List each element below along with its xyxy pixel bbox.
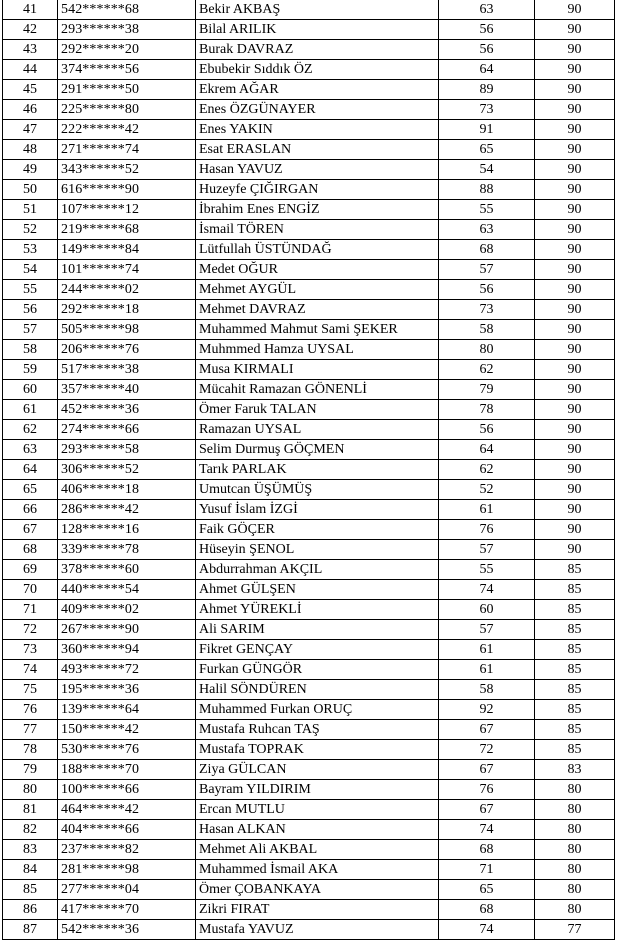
table-row <box>3 640 615 660</box>
score-cell: 62 <box>439 360 535 380</box>
score-cell: 77 <box>535 920 615 940</box>
score-cell: 62 <box>439 460 535 480</box>
table-row <box>3 420 615 440</box>
score-cell: 90 <box>535 360 615 380</box>
masked-id-cell: 409******02 <box>58 600 196 620</box>
score-cell: 90 <box>535 500 615 520</box>
row-number-cell: 83 <box>3 840 58 860</box>
table-row <box>3 240 615 260</box>
name-cell: Tarık PARLAK <box>196 460 439 480</box>
score-cell: 85 <box>535 640 615 660</box>
masked-id-cell: 128******16 <box>58 520 196 540</box>
row-number-cell: 42 <box>3 20 58 40</box>
masked-id-cell: 292******18 <box>58 300 196 320</box>
table-row <box>3 600 615 620</box>
masked-id-cell: 542******68 <box>58 0 196 20</box>
score-cell: 90 <box>535 460 615 480</box>
score-cell: 64 <box>439 440 535 460</box>
masked-id-cell: 339******78 <box>58 540 196 560</box>
score-cell: 89 <box>439 80 535 100</box>
name-cell: Halil SÖNDÜREN <box>196 680 439 700</box>
table-row <box>3 140 615 160</box>
score-cell: 90 <box>535 520 615 540</box>
score-cell: 65 <box>439 140 535 160</box>
masked-id-cell: 281******98 <box>58 860 196 880</box>
name-cell: Mustafa Ruhcan TAŞ <box>196 720 439 740</box>
masked-id-cell: 286******42 <box>58 500 196 520</box>
score-cell: 63 <box>439 0 535 20</box>
table-row <box>3 580 615 600</box>
row-number-cell: 73 <box>3 640 58 660</box>
masked-id-cell: 360******94 <box>58 640 196 660</box>
score-cell: 90 <box>535 240 615 260</box>
masked-id-cell: 404******66 <box>58 820 196 840</box>
score-cell: 57 <box>439 260 535 280</box>
table-row <box>3 820 615 840</box>
score-cell: 83 <box>535 760 615 780</box>
row-number-cell: 64 <box>3 460 58 480</box>
row-number-cell: 51 <box>3 200 58 220</box>
name-cell: Mehmet DAVRAZ <box>196 300 439 320</box>
name-cell: Mehmet AYGÜL <box>196 280 439 300</box>
masked-id-cell: 100******66 <box>58 780 196 800</box>
score-cell: 90 <box>535 540 615 560</box>
score-cell: 90 <box>535 160 615 180</box>
table-row <box>3 880 615 900</box>
score-cell: 68 <box>439 840 535 860</box>
score-cell: 80 <box>439 340 535 360</box>
table-row <box>3 500 615 520</box>
score-cell: 90 <box>535 120 615 140</box>
score-cell: 54 <box>439 160 535 180</box>
score-cell: 58 <box>439 320 535 340</box>
score-cell: 90 <box>535 340 615 360</box>
score-cell: 90 <box>535 420 615 440</box>
row-number-cell: 86 <box>3 900 58 920</box>
score-cell: 56 <box>439 40 535 60</box>
score-cell: 76 <box>439 780 535 800</box>
masked-id-cell: 440******54 <box>58 580 196 600</box>
score-cell: 73 <box>439 300 535 320</box>
score-cell: 80 <box>535 860 615 880</box>
row-number-cell: 45 <box>3 80 58 100</box>
masked-id-cell: 291******50 <box>58 80 196 100</box>
score-cell: 68 <box>439 240 535 260</box>
table-row <box>3 920 615 940</box>
score-cell: 90 <box>535 220 615 240</box>
masked-id-cell: 357******40 <box>58 380 196 400</box>
score-cell: 80 <box>535 820 615 840</box>
row-number-cell: 80 <box>3 780 58 800</box>
row-number-cell: 78 <box>3 740 58 760</box>
score-cell: 71 <box>439 860 535 880</box>
score-cell: 57 <box>439 620 535 640</box>
score-cell: 61 <box>439 500 535 520</box>
name-cell: Bayram YILDIRIM <box>196 780 439 800</box>
name-cell: Ahmet YÜREKLİ <box>196 600 439 620</box>
name-cell: Ziya GÜLCAN <box>196 760 439 780</box>
row-number-cell: 54 <box>3 260 58 280</box>
table-row <box>3 160 615 180</box>
name-cell: Hasan YAVUZ <box>196 160 439 180</box>
table-row <box>3 0 615 20</box>
name-cell: Ömer Faruk TALAN <box>196 400 439 420</box>
table-row <box>3 300 615 320</box>
name-cell: Ekrem AĞAR <box>196 80 439 100</box>
name-cell: Selim Durmuş GÖÇMEN <box>196 440 439 460</box>
row-number-cell: 79 <box>3 760 58 780</box>
score-cell: 92 <box>439 700 535 720</box>
score-cell: 90 <box>535 400 615 420</box>
table-row <box>3 560 615 580</box>
row-number-cell: 43 <box>3 40 58 60</box>
table-row <box>3 400 615 420</box>
score-cell: 67 <box>439 720 535 740</box>
table-row <box>3 320 615 340</box>
row-number-cell: 48 <box>3 140 58 160</box>
table-row <box>3 100 615 120</box>
score-cell: 80 <box>535 840 615 860</box>
name-cell: Mustafa TOPRAK <box>196 740 439 760</box>
name-cell: Fikret GENÇAY <box>196 640 439 660</box>
masked-id-cell: 139******64 <box>58 700 196 720</box>
table-row <box>3 380 615 400</box>
table-row <box>3 720 615 740</box>
masked-id-cell: 101******74 <box>58 260 196 280</box>
masked-id-cell: 271******74 <box>58 140 196 160</box>
score-cell: 90 <box>535 320 615 340</box>
name-cell: Ercan MUTLU <box>196 800 439 820</box>
name-cell: Muhammed Mahmut Sami ŞEKER <box>196 320 439 340</box>
score-cell: 85 <box>535 600 615 620</box>
score-cell: 80 <box>535 800 615 820</box>
row-number-cell: 81 <box>3 800 58 820</box>
table-row <box>3 680 615 700</box>
results-table <box>2 0 615 940</box>
score-cell: 57 <box>439 540 535 560</box>
score-cell: 74 <box>439 580 535 600</box>
masked-id-cell: 306******52 <box>58 460 196 480</box>
name-cell: Muhammed Furkan ORUÇ <box>196 700 439 720</box>
score-cell: 90 <box>535 180 615 200</box>
name-cell: Medet OĞUR <box>196 260 439 280</box>
score-cell: 85 <box>535 660 615 680</box>
name-cell: Esat ERASLAN <box>196 140 439 160</box>
masked-id-cell: 293******38 <box>58 20 196 40</box>
name-cell: Mehmet Ali AKBAL <box>196 840 439 860</box>
name-cell: Ahmet GÜLŞEN <box>196 580 439 600</box>
masked-id-cell: 149******84 <box>58 240 196 260</box>
name-cell: Muhammed İsmail AKA <box>196 860 439 880</box>
results-table-body <box>3 0 615 940</box>
masked-id-cell: 517******38 <box>58 360 196 380</box>
masked-id-cell: 244******02 <box>58 280 196 300</box>
row-number-cell: 77 <box>3 720 58 740</box>
score-cell: 90 <box>535 0 615 20</box>
row-number-cell: 85 <box>3 880 58 900</box>
table-row <box>3 440 615 460</box>
score-cell: 90 <box>535 440 615 460</box>
score-cell: 63 <box>439 220 535 240</box>
score-cell: 91 <box>439 120 535 140</box>
masked-id-cell: 277******04 <box>58 880 196 900</box>
score-cell: 55 <box>439 200 535 220</box>
masked-id-cell: 107******12 <box>58 200 196 220</box>
name-cell: Ömer ÇOBANKAYA <box>196 880 439 900</box>
row-number-cell: 75 <box>3 680 58 700</box>
name-cell: Yusuf İslam İZGİ <box>196 500 439 520</box>
score-cell: 55 <box>439 560 535 580</box>
row-number-cell: 71 <box>3 600 58 620</box>
table-row <box>3 260 615 280</box>
score-cell: 85 <box>535 700 615 720</box>
name-cell: Muhmmed Hamza UYSAL <box>196 340 439 360</box>
name-cell: Zikri FIRAT <box>196 900 439 920</box>
row-number-cell: 53 <box>3 240 58 260</box>
table-row <box>3 660 615 680</box>
masked-id-cell: 188******70 <box>58 760 196 780</box>
score-cell: 85 <box>535 620 615 640</box>
name-cell: Hüseyin ŞENOL <box>196 540 439 560</box>
table-row <box>3 780 615 800</box>
score-cell: 90 <box>535 80 615 100</box>
row-number-cell: 52 <box>3 220 58 240</box>
score-cell: 85 <box>535 740 615 760</box>
row-number-cell: 82 <box>3 820 58 840</box>
name-cell: Faik GÖÇER <box>196 520 439 540</box>
row-number-cell: 47 <box>3 120 58 140</box>
name-cell: Lütfullah ÜSTÜNDAĞ <box>196 240 439 260</box>
name-cell: Bekir AKBAŞ <box>196 0 439 20</box>
row-number-cell: 74 <box>3 660 58 680</box>
table-row <box>3 480 615 500</box>
score-cell: 90 <box>535 300 615 320</box>
table-row <box>3 80 615 100</box>
row-number-cell: 76 <box>3 700 58 720</box>
score-cell: 90 <box>535 200 615 220</box>
score-cell: 52 <box>439 480 535 500</box>
score-cell: 61 <box>439 660 535 680</box>
score-cell: 61 <box>439 640 535 660</box>
masked-id-cell: 150******42 <box>58 720 196 740</box>
table-row <box>3 700 615 720</box>
score-cell: 68 <box>439 900 535 920</box>
score-cell: 58 <box>439 680 535 700</box>
name-cell: İsmail TÖREN <box>196 220 439 240</box>
score-cell: 90 <box>535 140 615 160</box>
table-row <box>3 340 615 360</box>
table-row <box>3 900 615 920</box>
name-cell: Furkan GÜNGÖR <box>196 660 439 680</box>
score-cell: 56 <box>439 280 535 300</box>
row-number-cell: 69 <box>3 560 58 580</box>
name-cell: Enes YAKIN <box>196 120 439 140</box>
name-cell: Umutcan ÜŞÜMÜŞ <box>196 480 439 500</box>
name-cell: Mücahit Ramazan GÖNENLİ <box>196 380 439 400</box>
row-number-cell: 56 <box>3 300 58 320</box>
table-row <box>3 460 615 480</box>
name-cell: Ali SARIM <box>196 620 439 640</box>
table-row <box>3 860 615 880</box>
score-cell: 64 <box>439 60 535 80</box>
masked-id-cell: 464******42 <box>58 800 196 820</box>
score-cell: 67 <box>439 760 535 780</box>
row-number-cell: 46 <box>3 100 58 120</box>
table-row <box>3 180 615 200</box>
row-number-cell: 72 <box>3 620 58 640</box>
name-cell: Burak DAVRAZ <box>196 40 439 60</box>
table-row <box>3 40 615 60</box>
table-row <box>3 520 615 540</box>
score-cell: 88 <box>439 180 535 200</box>
score-cell: 60 <box>439 600 535 620</box>
masked-id-cell: 374******56 <box>58 60 196 80</box>
name-cell: Bilal ARILIK <box>196 20 439 40</box>
masked-id-cell: 219******68 <box>58 220 196 240</box>
masked-id-cell: 274******66 <box>58 420 196 440</box>
table-row <box>3 740 615 760</box>
score-cell: 90 <box>535 60 615 80</box>
name-cell: Ramazan UYSAL <box>196 420 439 440</box>
name-cell: Abdurrahman AKÇIL <box>196 560 439 580</box>
row-number-cell: 58 <box>3 340 58 360</box>
score-cell: 90 <box>535 260 615 280</box>
score-cell: 90 <box>535 480 615 500</box>
score-cell: 90 <box>535 100 615 120</box>
score-cell: 85 <box>535 680 615 700</box>
row-number-cell: 70 <box>3 580 58 600</box>
score-cell: 74 <box>439 920 535 940</box>
masked-id-cell: 493******72 <box>58 660 196 680</box>
name-cell: Enes ÖZGÜNAYER <box>196 100 439 120</box>
score-cell: 85 <box>535 580 615 600</box>
table-row <box>3 60 615 80</box>
masked-id-cell: 195******36 <box>58 680 196 700</box>
score-cell: 65 <box>439 880 535 900</box>
score-cell: 90 <box>535 20 615 40</box>
row-number-cell: 68 <box>3 540 58 560</box>
table-row <box>3 540 615 560</box>
table-row <box>3 20 615 40</box>
masked-id-cell: 452******36 <box>58 400 196 420</box>
table-row <box>3 800 615 820</box>
row-number-cell: 66 <box>3 500 58 520</box>
score-cell: 80 <box>535 880 615 900</box>
row-number-cell: 61 <box>3 400 58 420</box>
row-number-cell: 62 <box>3 420 58 440</box>
table-row <box>3 840 615 860</box>
masked-id-cell: 292******20 <box>58 40 196 60</box>
masked-id-cell: 505******98 <box>58 320 196 340</box>
row-number-cell: 63 <box>3 440 58 460</box>
table-row <box>3 220 615 240</box>
score-cell: 90 <box>535 40 615 60</box>
masked-id-cell: 267******90 <box>58 620 196 640</box>
score-cell: 56 <box>439 20 535 40</box>
table-row <box>3 280 615 300</box>
masked-id-cell: 378******60 <box>58 560 196 580</box>
score-cell: 56 <box>439 420 535 440</box>
score-cell: 85 <box>535 560 615 580</box>
score-cell: 80 <box>535 780 615 800</box>
masked-id-cell: 616******90 <box>58 180 196 200</box>
row-number-cell: 57 <box>3 320 58 340</box>
score-cell: 85 <box>535 720 615 740</box>
name-cell: Hasan ALKAN <box>196 820 439 840</box>
masked-id-cell: 530******76 <box>58 740 196 760</box>
score-cell: 80 <box>535 900 615 920</box>
name-cell: İbrahim Enes ENGİZ <box>196 200 439 220</box>
row-number-cell: 67 <box>3 520 58 540</box>
score-cell: 67 <box>439 800 535 820</box>
masked-id-cell: 542******36 <box>58 920 196 940</box>
name-cell: Ebubekir Sıddık ÖZ <box>196 60 439 80</box>
name-cell: Huzeyfe ÇIĞIRGAN <box>196 180 439 200</box>
score-cell: 72 <box>439 740 535 760</box>
masked-id-cell: 406******18 <box>58 480 196 500</box>
masked-id-cell: 293******58 <box>58 440 196 460</box>
row-number-cell: 87 <box>3 920 58 940</box>
row-number-cell: 65 <box>3 480 58 500</box>
score-cell: 90 <box>535 280 615 300</box>
score-cell: 74 <box>439 820 535 840</box>
table-row <box>3 120 615 140</box>
table-row <box>3 200 615 220</box>
row-number-cell: 60 <box>3 380 58 400</box>
masked-id-cell: 417******70 <box>58 900 196 920</box>
table-row <box>3 760 615 780</box>
score-cell: 78 <box>439 400 535 420</box>
name-cell: Musa KIRMALI <box>196 360 439 380</box>
masked-id-cell: 222******42 <box>58 120 196 140</box>
name-cell: Mustafa YAVUZ <box>196 920 439 940</box>
masked-id-cell: 225******80 <box>58 100 196 120</box>
row-number-cell: 49 <box>3 160 58 180</box>
masked-id-cell: 343******52 <box>58 160 196 180</box>
score-cell: 73 <box>439 100 535 120</box>
row-number-cell: 59 <box>3 360 58 380</box>
score-cell: 76 <box>439 520 535 540</box>
row-number-cell: 84 <box>3 860 58 880</box>
table-row <box>3 360 615 380</box>
score-cell: 90 <box>535 380 615 400</box>
masked-id-cell: 206******76 <box>58 340 196 360</box>
row-number-cell: 41 <box>3 0 58 20</box>
masked-id-cell: 237******82 <box>58 840 196 860</box>
row-number-cell: 50 <box>3 180 58 200</box>
row-number-cell: 55 <box>3 280 58 300</box>
row-number-cell: 44 <box>3 60 58 80</box>
score-cell: 79 <box>439 380 535 400</box>
table-row <box>3 620 615 640</box>
